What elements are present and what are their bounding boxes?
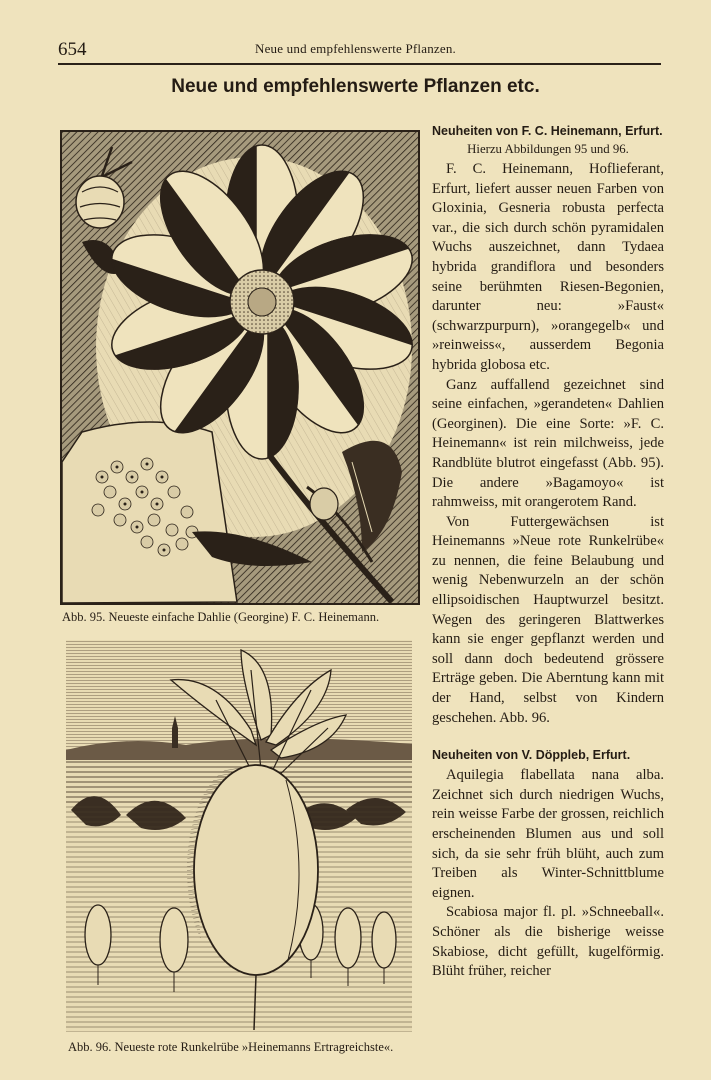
header-rule <box>58 63 661 65</box>
section-doeppleb <box>432 746 664 982</box>
figure-caption-95: Abb. 95. Neueste einfache Dahlie (Georgine) F. C. Heinemann. <box>62 610 380 624</box>
paragraph: Von Futtergewächsen ist Heinemanns »Neue rote Runkelrübe« zu nennen, die feine Belaubung und wenig Nebenwurzeln an der schön ellipsoidischen Hauptwurzel besitzt. Wegen des geringeren Blattwerkes kann sie enger gepflanzt werden und soll dann doch bedeutend grössere Erträge geben. Die Aberntung kann mit der Hand, selbst von Kindern geschehen. Abb. 96. <box>432 513 664 726</box>
text-column <box>432 122 664 982</box>
dahlia-engraving <box>62 132 418 603</box>
page-number: 654 <box>58 39 87 60</box>
running-header: Neue und empfehlenswerte Pflanzen. <box>254 41 456 56</box>
paragraph: Ganz auffallend gezeichnet sind seine einfachen, »gerandeten« Dahlien (Georginen). Die eine Sorte: »F. C. Heinemann« ist rein milchweiss, jede Randblüte blutrot eingefasst (Abb. 95). Die andere »Bagamoyo« ist rahmweiss, mit orangerotem Rand. <box>432 376 664 511</box>
paragraph: Scabiosa major fl. pl. »Schneeball«. Schöner als die bisherige weisse Skabiose, dicht gefüllt, kugelförmig. Blüht früher, reicher <box>432 904 664 980</box>
figure-dahlia-illustration <box>60 130 420 605</box>
section-subtitle-heinemann: Hierzu Abbildungen 95 und 96. <box>467 142 629 156</box>
section-title-doeppleb: Neuheiten von V. Döppleb, Erfurt. <box>432 748 631 763</box>
beet-engraving <box>66 640 412 1032</box>
figure-beet-illustration <box>66 640 412 1032</box>
section-title-heinemann: Neuheiten von F. C. Heinemann, Erfurt. <box>432 124 663 138</box>
page-title: Neue und empfehlenswerte Pflanzen etc. <box>171 76 540 97</box>
paragraph: Aquilegia flabellata nana alba. Zeichnet sich durch niedrigen Wuchs, rein weisse Farbe der grossen, reichlich erscheinenden Blumen aus und soll sich, da sie sehr früh blüht, auch zum Treiben als Winter-Schnittblume eignen. <box>432 767 664 901</box>
paragraph: F. C. Heinemann, Hoflieferant, Erfurt, liefert ausser neuen Farben von Gloxinia, Gesneria robusta perfecta var., die sich durch schön pyramidalen Wuchs auszeichnet, dann Tydaea hybrida grandiflora und besonders seine berühmten Riesen-Begonien, darunter neu: »Faust« (schwarzpurpurn), »orangegelb« und »reinweiss«, ausserdem Begonia hybrida globosa etc. <box>432 161 664 373</box>
figure-caption-96: Abb. 96. Neueste rote Runkelrübe »Heinemanns Ertragreichste«. <box>68 1040 394 1054</box>
